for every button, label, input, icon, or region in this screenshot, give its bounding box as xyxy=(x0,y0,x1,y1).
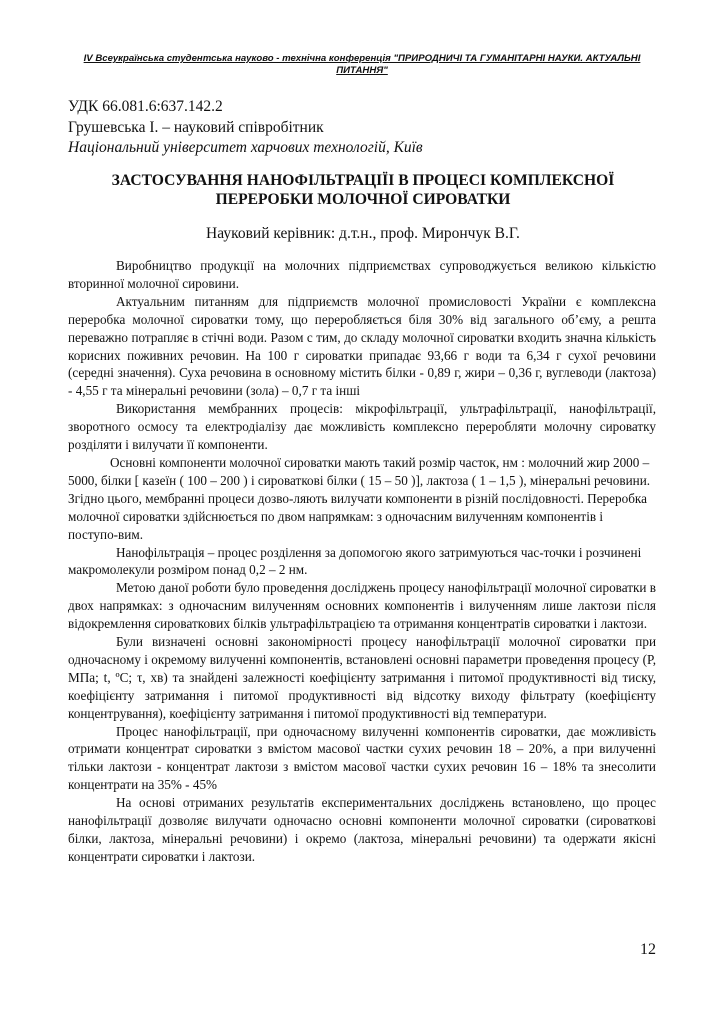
paragraph: Використання мембранних процесів: мікрофільтрації, ультрафільтрації, нанофільтрації, зворотного осмосу та електродіалізу дає можливість комплексно переробляти молочну сироватку розділяти і вилучати її компоненти. xyxy=(68,401,656,453)
paragraph: Були визначені основні закономірності процесу нанофільтрації молочної сироватки при одночасному і окремому вилученні компонентів, встановлені основні параметри проведення процесу (Р, МПа; t, ºC; τ, хв) та знайдені залежності коефіцієнту затримання і питомої продуктивності від тиску, коефіцієнту затримання і питомої продуктивності від відсотку виходу фільтрату (коефіцієнту концентрування), коефіцієнту затримання і питомої продуктивності від температури. xyxy=(68,634,656,721)
supervisor-line: Науковий керівник: д.т.н., проф. Мирончук В.Г. xyxy=(206,225,520,242)
article-meta xyxy=(68,97,668,159)
conference-header-text: IV Всеукраїнська студентська науково - технічна конференція "ПРИРОДНИЧІ ТА ГУМАНІТАРНІ НАУКИ. АКТУАЛЬНІ ПИТАННЯ" xyxy=(83,53,641,76)
author-line: Грушевська І. – науковий співробітник xyxy=(68,118,324,136)
paragraph: Основні компоненти молочної сироватки мають такий розмір часток, нм : молочний жир 2000 – 5000, білки [ казеїн ( 100 – 200 ) і сироваткові білки ( 15 – 50 )], лактоза ( 1 – 1,5 ), мінеральні речовини. Згідно цього, мембранні процеси дозво-ляють вилучати компоненти в різній послідовності. Переробка молочної сироватки здійснюється по двом напрямкам: з одночасним вилученням компонентів і поступо-вим. xyxy=(68,454,651,542)
article-body xyxy=(68,257,656,866)
paragraph: Нанофільтрація – процес розділення за допомогою якого затримуються час-точки і розчинені макромолекули розміром понад 0,2 – 2 нм. xyxy=(68,544,642,578)
paragraph: Актуальним питанням для підприємств молочної промисловості України є комплексна переробка молочної сироватки тому, що переробляється біля 30% від загального об’єму, а решта переважно потрапляє в стічні води. Разом с тим, до складу молочної сироватки входить значна кількість корисних поживних речовин. На 100 г сироватки припадає 93,66 г води та 6,34 г сухої речовини (середні значення). Суха речовина в основному містить білки - 0,89 г, жири – 0,36 г, вуглеводи (лактоза) - 4,55 г та мінеральні речовини (зола) – 0,7 г та інші xyxy=(68,293,656,399)
institution-line: Національний університет харчових технологій, Київ xyxy=(68,139,423,156)
paragraph: Виробництво продукції на молочних підприємствах супроводжується великою кількістю вторинної молочної сировини. xyxy=(68,258,656,291)
paragraph: Метою даної роботи було проведення досліджень процесу нанофільтрації молочної сироватки в двох напрямках: з одночасним вилученням основних компонентів і вилученням лише лактози після відокремлення сироваткових білків ультрафільтрацією та отримання концентратів сироватки і лактози. xyxy=(68,580,656,632)
page-number: 12 xyxy=(640,941,656,958)
udc-code: УДК 66.081.6:637.142.2 xyxy=(68,98,223,115)
conference-header xyxy=(62,53,662,77)
paragraph: На основі отриманих результатів експериментальних досліджень встановлено, що процес нанофільтрації дозволяє вилучати одночасно основні компоненти молочної сироватки (сироваткові білки, лактоза, мінеральні речовини) і окремо (лактоза, мінеральні речовини) та одержати якісні концентрати сироватки і лактози. xyxy=(68,795,656,864)
paragraph: Процес нанофільтрації, при одночасному вилученні компонентів сироватки, дає можливість отримати концентрат сироватки з вмістом масової частки сухих речовин 18 – 20%, а при вилученні тільки лактози - концентрат лактози з вмістом масової частки сухих речовин 16 – 18% та знесолити концентрати на 35% - 45% xyxy=(68,723,656,793)
article-title: ЗАСТОСУВАННЯ НАНОФІЛЬТРАЦІЇІ В ПРОЦЕСІ КОМПЛЕКСНОЇ ПЕРЕРОБКИ МОЛОЧНОЇ СИРОВАТКИ xyxy=(111,172,615,208)
